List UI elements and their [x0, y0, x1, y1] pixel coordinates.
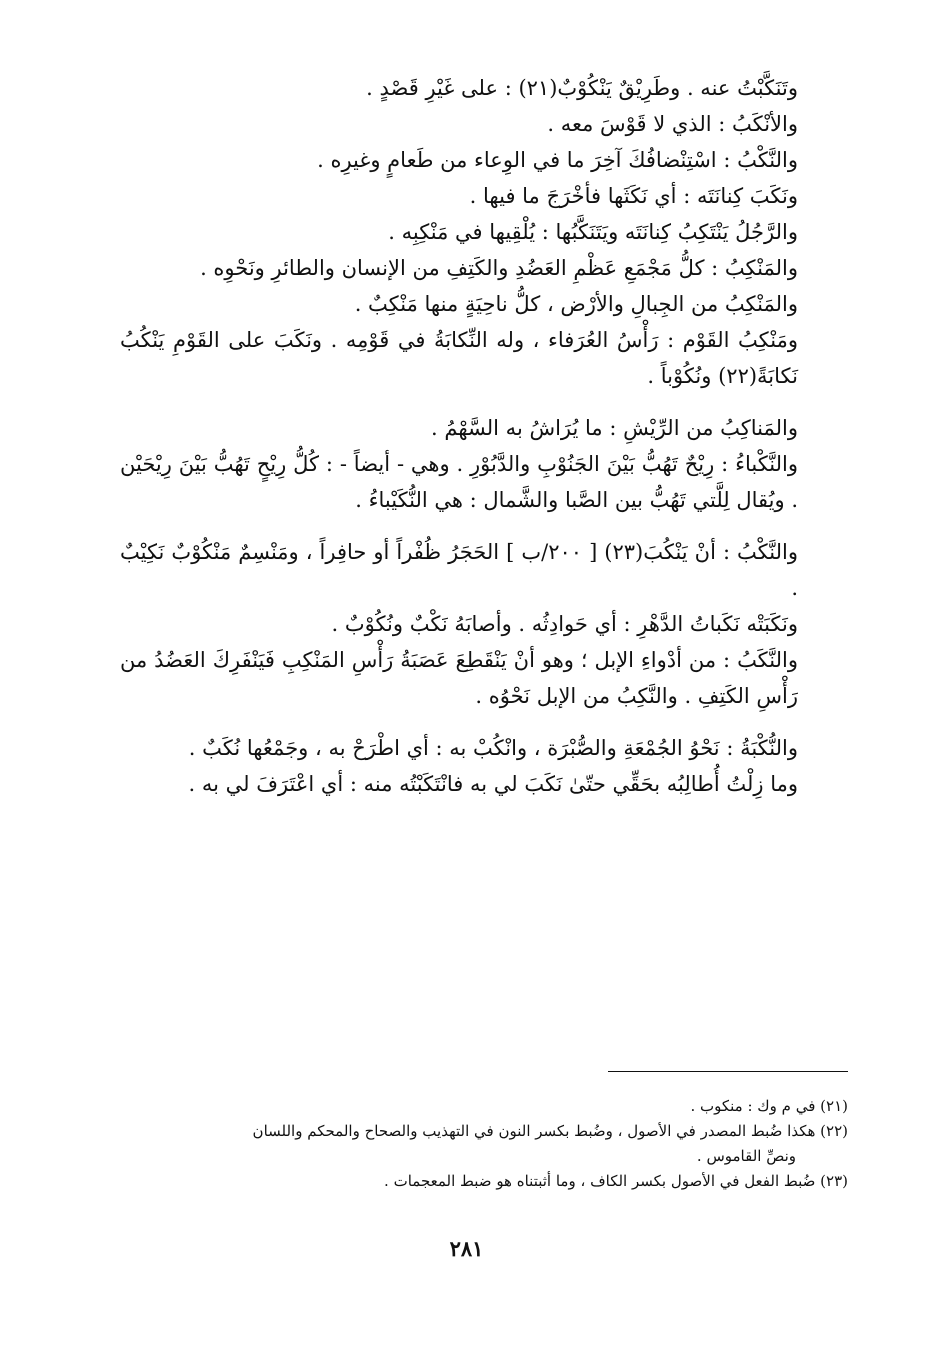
entry-paragraph: والنَّكَبُ : من أدْواءِ الإبل ؛ وهو أنْ يَنْقَطِعَ عَصَبَةُ رَأْسِ المَنْكِبِ فَيَنْفَرِكَ العَضُدُ من رَأْسِ الكَتِفِ . والنَّكِبُ من الإبل نَحْوُه . [120, 648, 798, 708]
entry-paragraph: ونَكَبَتْه نَكَباتُ الدَّهْرِ : أي حَوادِثُه . وأصابَهُ نَكْبٌ ونُكُوْبٌ . [331, 612, 798, 636]
entry-paragraph: ونَكَبَ كِنانَتَه : أي نَكَثَها فأخْرَجَ ما فيها . [469, 184, 798, 208]
entry-paragraph: والرَّجُلُ يَنْتَكِبُ كِنانَتَه ويَتَنَكَّبُها : يُلْقِيها في مَنْكِبِه . [388, 220, 798, 244]
footnote-divider [608, 1071, 848, 1072]
entry-paragraph: ومَنْكِبُ القَوْم : رَأْسُ العُرَفاء ، وله النِّكابَةُ في قَوْمِه . ونَكَبَ على القَوْمِ يَنْكُبُ نَكابَةً(٢٢) ونُكُوْباً . [120, 328, 798, 388]
footnote: (٢٢) هكذا ضُبط المصدر في الأصول ، وضُبط بكسر النون في التهذيب والصحاح والمحكم واللسان [252, 1122, 848, 1140]
footnotes [110, 1094, 848, 1194]
entry-paragraph: والنَّكْبُ : أنْ يَنْكُبَ(٢٣) [ ٢٠٠/ب ] الحَجَرُ ظُفْراً أو حافِراً ، ومَنْسِمٌ مَنْكُوْبٌ نَكِيْبٌ . [120, 540, 798, 600]
page-number: ٢٨١ [449, 1236, 484, 1261]
footnote-continuation: ونصِّ القاموس . [696, 1147, 796, 1165]
entry-paragraph: والنَّكْبُ : اسْتِنْضافُكَ آخِرَ ما في الوِعاء من طَعامٍ وغيرِه . [317, 148, 798, 172]
entry-paragraph: والمَناكِبُ من الرِّيْشِ : ما يُرَاشُ به السَّهْمُ . [431, 416, 798, 440]
entry-paragraph: والنُّكْبَةُ : نَحْوُ الجُمْعَةِ والصُّبْرَة ، وانْكُبْ به : أي اطْرَحْ به ، وجَمْعُها نُكَبٌ . [188, 736, 798, 760]
footnote: (٢١) في م وك : منكوب . [690, 1097, 848, 1115]
entry-text [120, 70, 850, 802]
entry-paragraph: وما زِلْتُ أُطالِبُه بحَقِّي حتّىٰ نَكَبَ لي به فانْتَكَبْتُه منه : أي اعْتَرَفَ لي به . [188, 772, 798, 796]
entry-paragraph: وتَنَكَّبْتُ عنه . وطَرِيْقٌ يَنْكُوْبٌ(٢١) : على غَيْرِ قَصْدٍ . [366, 76, 798, 100]
entry-paragraph: والنَّكْباءُ : رِيْحٌ تَهُبُّ بَيْنَ الجَنُوْبِ والدَّبُوْرِ . وهي - أيضاً - : كُلُّ رِيْحٍ تَهُبُّ بَيْنَ رِيْحَيْن . ويُقال لِلَّتي تَهُبُّ بين الصَّبا والشَّمال : هي النُّكَيْباءُ . [120, 452, 798, 512]
entry-paragraph: والأنْكَبُ : الذي لا قَوْسَ معه . [547, 112, 798, 136]
footnote: (٢٣) ضُبط الفعل في الأصول بكسر الكاف ، وما أثبتناه هو ضبط المعجمات . [384, 1172, 848, 1190]
entry-paragraph: والمَنْكِبُ من الجِبالِ والأرْض ، كلُّ ناحِيَةٍ منها مَنْكِبٌ . [354, 292, 798, 316]
entry-paragraph: والمَنْكِبُ : كلُّ مَجْمَعِ عَظْمِ العَضُدِ والكَتِفِ من الإنسان والطائرِ ونَحْوِه . [200, 256, 798, 280]
